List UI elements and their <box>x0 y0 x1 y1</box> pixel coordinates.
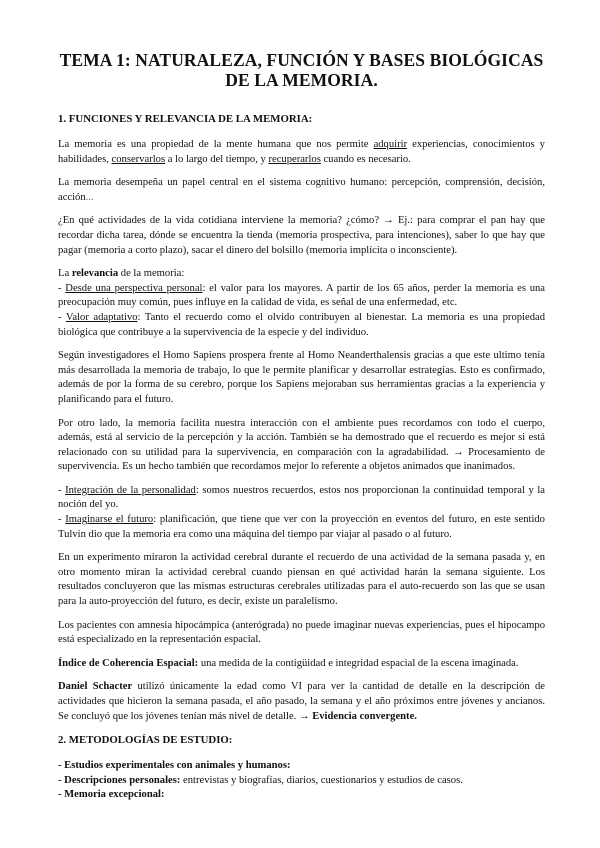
relevance-item-personal: - Desde una perspectiva personal: el valor para los mayores. A partir de los 65 años, perder la memoria es una preocupación muy común, pues influye en la calidad de vida, es señal de una enfermedad, etc. <box>58 282 545 309</box>
paragraph-central-role: La memoria desempeña un papel central en el sistema cognitivo humano: percepción, comprensión, decisión, acción... <box>58 177 545 203</box>
item-personality-integration: - Integración de la personalidad: somos nuestros recuerdos, estos nos proporcionan la continuidad temporal y la noción del yo. <box>58 484 545 511</box>
method-personal-descriptions: - Descripciones personales: entrevistas y biografías, diarios, cuestionarios y estudios de casos. <box>58 774 463 786</box>
section-1-heading: 1. FUNCIONES Y RELEVANCIA DE LA MEMORIA: <box>58 113 313 125</box>
paragraph-amnesia: Los pacientes con amnesia hipocámpica (anterógrada) no puede imaginar nuevas experiencias, pues el hipocampo está especializado en la representación espacial. <box>58 619 545 646</box>
section-2-heading: 2. METODOLOGÍAS DE ESTUDIO: <box>58 734 233 747</box>
paragraph-environment: Por otro lado, la memoria facilita nuestra interacción con el ambiente pues recordamos con todo el cuerpo, además, está al servicio de la percepción y la acción. También se ha demostrado que el recuerdo es mejor si está relacionado con su utilidad para la supervivencia, en comparación con la agradabilidad. → Procesamiento de supervivencia. Es un hecho también que recordamos mejor lo referente a objetos animados que inanimados. <box>58 417 545 473</box>
paragraph-experiment: En un experimento miraron la actividad cerebral durante el recuerdo de una actividad de la semana pasada y, en otro momento miran la actividad cerebral cuando piensan en qué actividad harán la semana siguiente. Los resultados concluyeron que las mismas estructuras cerebrales utilizadas para el auto-recuerdo son las que se usan para la auto-proyección del futuro, es decir, existe un paralelismo. <box>58 552 545 608</box>
relevance-intro: La relevancia de la memoria: <box>58 268 185 280</box>
relevance-item-adaptive: - Valor adaptativo: Tanto el recuerdo como el olvido contribuyen al bienestar. La memoria es una propiedad biológica que contribuye a la supervivencia de la especie y del individuo. <box>58 311 545 338</box>
paragraph-coherence-index: Índice de Coherencia Espacial: una medida de la contigüidad e integridad espacial de la escena imaginada. <box>58 657 519 669</box>
method-exceptional-memory: - Memoria excepcional: <box>58 789 165 801</box>
document-title <box>58 50 545 90</box>
method-experimental: - Estudios experimentales con animales y humanos: <box>58 760 291 772</box>
paragraph-definition: La memoria es una propiedad de la mente humana que nos permite adquirir experiencias, conocimientos y habilidades, conservarlos a lo largo del tiempo, y recuperarlos cuando es necesario. <box>58 139 545 165</box>
paragraph-daily-activities: ¿En qué actividades de la vida cotidiana interviene la memoria? ¿cómo? → Ej.: para comprar el pan hay que recordar dicha tarea, dónde se encuentra la tienda (memoria prospectiva, para intenciones), saber lo que hay que pagar (memoria a corto plazo), sacar el dinero del bolsillo (memoria implícita o inconsciente). <box>58 215 545 256</box>
item-imagine-future: - Imaginarse el futuro: planificación, que tiene que ver con la proyección en eventos del futuro, en este sentido Tulvin dio que la memoria era como una máquina del tiempo par viajar al pasado o al futuro. <box>58 514 545 540</box>
title-line-1: TEMA 1: NATURALEZA, FUNCIÓN Y BASES BIOLÓGICAS <box>59 50 544 70</box>
underline-recuperarlos: recuperarlos <box>268 153 321 165</box>
title-line-2: DE LA MEMORIA. <box>225 70 378 90</box>
paragraph-schacter: Daniel Schacter utilizó únicamente la edad como VI para ver la cantidad de detalle en la descripción de actividades que hicieron la semana pasada, el año pasado, la semana y el año próximos entre jóvenes y ancianos. Se concluyó que los jóvenes tenían más nivel de detalle. → Evidencia convergente. <box>58 681 545 722</box>
paragraph-homo-sapiens: Según investigadores el Homo Sapiens prospera frente al Homo Neanderthalensis gracias a que este ultimo tenía más desarrollada la memoria de trabajo, lo que le permite planificar y desarrollar estrategias. Esto es confirmado, además de por la forma de su cerebro, porque los Sapiens mejoraban sus herramientas gracias a la experiencia y planificando para el futuro. <box>58 350 545 405</box>
underline-conservarlos: conservarlos <box>111 153 166 165</box>
underline-adquirir: adquirir <box>373 139 408 150</box>
